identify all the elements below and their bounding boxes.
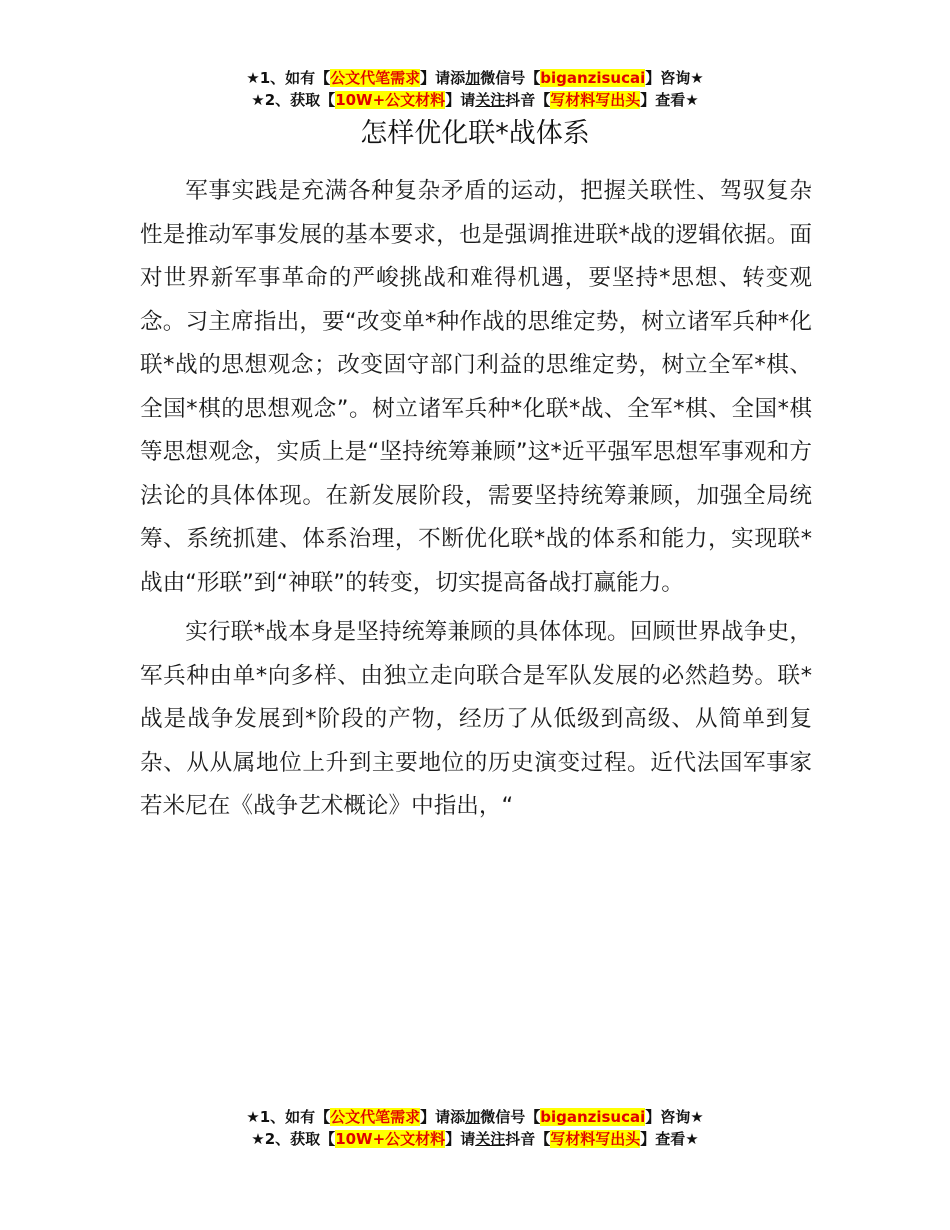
promo-line-1: ★1、如有【公文代笔需求】请添加微信号【biganzisucai】咨询★: [246, 1108, 704, 1126]
promo-line-1: ★1、如有【公文代笔需求】请添加微信号【biganzisucai】咨询★: [246, 69, 704, 87]
highlight-wechat-id: biganzisucai: [540, 1108, 646, 1126]
body-paragraph: 实行联*战本身是坚持统筹兼顾的具体体现。回顾世界战争史，军兵种由单*向多样、由独立走向联合是军队发展的必然趋势。联*战是战争发展到*阶段的产物，经历了从低级到高级、从简单到复杂、从从属地位上升到主要地位的历史演变过程。近代法国军事家若米尼在《战争艺术概论》中指出，“: [140, 619, 812, 819]
highlight-materials: 10W+公文材料: [335, 91, 446, 109]
header-promo-banner: [0, 67, 950, 111]
highlight-service: 公文代笔需求: [330, 1108, 421, 1126]
highlight-wechat-id: biganzisucai: [540, 69, 646, 87]
promo-line-2: ★2、获取【10W+公文材料】请关注抖音【写材料写出头】查看★: [251, 1130, 699, 1148]
document-title: 怎样优化联*战体系: [360, 118, 590, 149]
highlight-douyin: 写材料写出头: [550, 1130, 641, 1148]
promo-line-2: ★2、获取【10W+公文材料】请关注抖音【写材料写出头】查看★: [251, 91, 699, 109]
highlight-service: 公文代笔需求: [330, 69, 421, 87]
highlight-douyin: 写材料写出头: [550, 91, 641, 109]
document-body: [140, 170, 812, 835]
highlight-materials: 10W+公文材料: [335, 1130, 446, 1148]
footer-promo-banner: [0, 1106, 950, 1150]
body-paragraph: 军事实践是充满各种复杂矛盾的运动，把握关联性、驾驭复杂性是推动军事发展的基本要求，也是强调推进联*战的逻辑依据。面对世界新军事革命的严峻挑战和难得机遇，要坚持*思想、转变观念。习主席指出，要“改变单*种作战的思维定势，树立诸军兵种*化联*战的思想观念；改变固守部门利益的思维定势，树立全军*棋、全国*棋的思想观念”。树立诸军兵种*化联*战、全军*棋、全国*棋等思想观念，实质上是“坚持统筹兼顾”这*近平强军思想军事观和方法论的具体体现。在新发展阶段，需要坚持统筹兼顾，加强全局统筹、系统抓建、体系治理，不断优化联*战的体系和能力，实现联*战由“形联”到“神联”的转变，切实提高备战打赢能力。: [140, 178, 812, 596]
